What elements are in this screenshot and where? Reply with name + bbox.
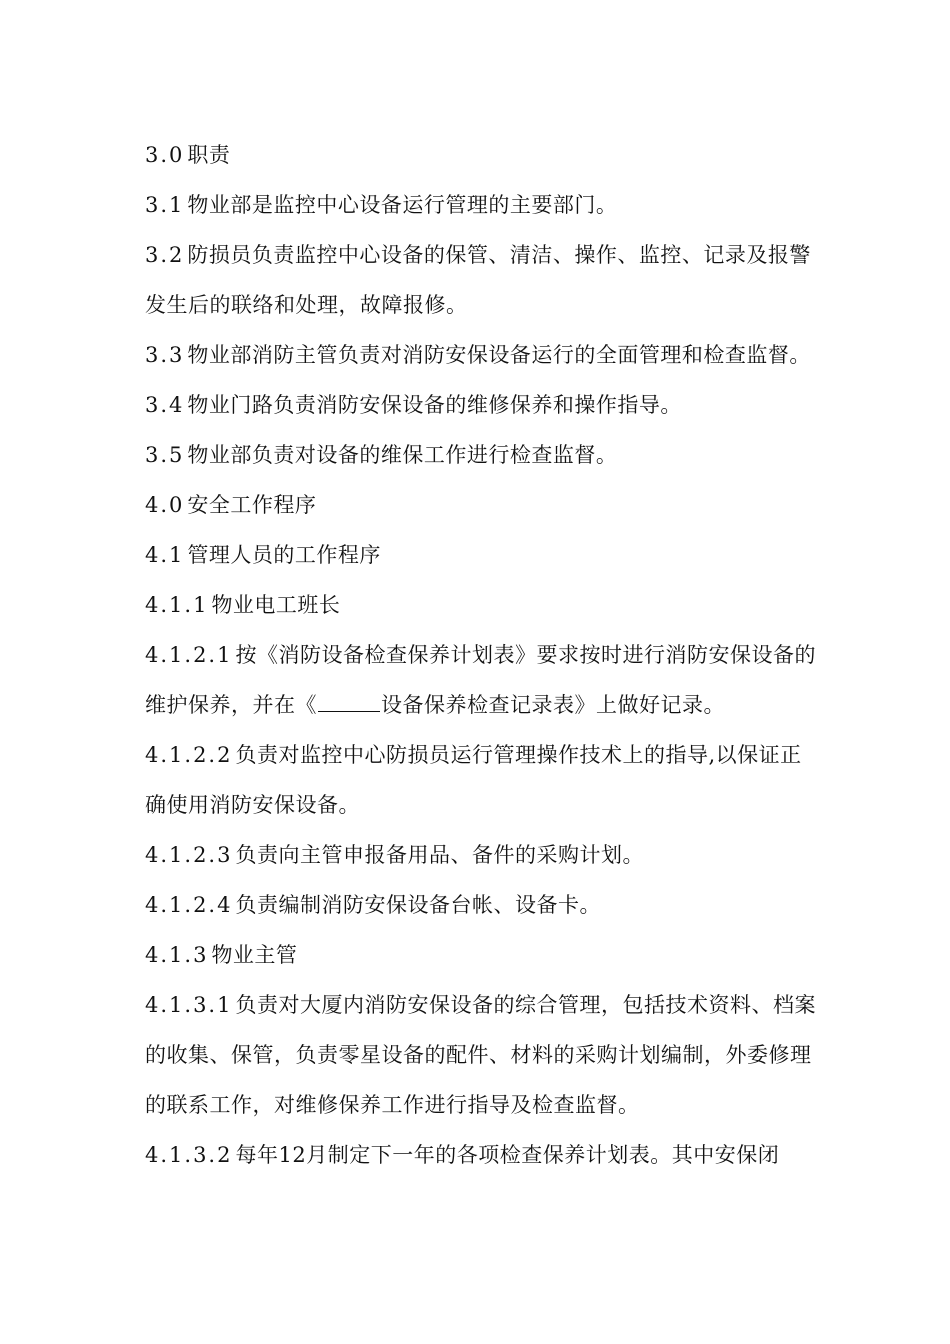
section-number: 4.1.2.2 [145,743,233,767]
section-3-4 [145,380,820,430]
section-3-1 [145,180,820,230]
section-number: 4.1.3.2 [145,1143,233,1167]
section-4-1-2-1 [145,630,820,730]
section-3-3 [145,330,820,380]
section-text: 管理人员的工作程序 [187,543,381,567]
section-4-1-2-3 [145,830,820,880]
section-number: 3.2 [145,243,185,267]
section-text: 职责 [187,143,231,167]
section-3-0 [145,130,820,180]
section-text: 按《消防设备检查保养计划表》要求按时进行消防安保设备的维护保养，并在《 [145,643,816,717]
section-4-1-2-2 [145,730,820,830]
section-4-1 [145,530,820,580]
section-4-1-2-4 [145,880,820,930]
section-text: 物业部是监控中心设备运行管理的主要部门。 [187,193,618,217]
section-text: 负责向主管申报备用品、备件的采购计划。 [235,843,644,867]
section-3-2 [145,230,820,330]
section-4-0 [145,480,820,530]
section-4-1-1 [145,580,820,630]
section-text: 物业部消防主管负责对消防安保设备运行的全面管理和检查监督。 [187,343,811,367]
section-number: 4.1 [145,543,185,567]
section-number: 3.4 [145,393,185,417]
section-text: 负责对监控中心防损员运行管理操作技术上的指导,以保证正确使用消防安保设备。 [145,743,802,817]
section-4-1-3-1 [145,980,820,1130]
section-number: 4.1.2.1 [145,643,233,667]
section-number: 4.1.3 [145,943,209,967]
section-text: 负责编制消防安保设备台帐、设备卡。 [235,893,601,917]
section-number: 4.1.2.4 [145,893,233,917]
section-4-1-3-2 [145,1130,820,1180]
section-number: 3.0 [145,143,185,167]
section-text: 安全工作程序 [187,493,317,517]
section-3-5 [145,430,820,480]
section-number: 3.3 [145,343,185,367]
section-text: 物业主管 [211,943,298,967]
section-number: 4.1.1 [145,593,209,617]
section-text: 物业电工班长 [211,593,341,617]
section-text: 物业部负责对设备的维保工作进行检查监督。 [187,443,618,467]
section-text: 物业门路负责消防安保设备的维修保养和操作指导。 [187,393,682,417]
section-text: 负责对大厦内消防安保设备的综合管理，包括技术资料、档案的收集、保管，负责零星设备的配件、材料的采购计划编制，外委修理的联系工作，对维修保养工作进行指导及检查监督。 [145,993,816,1117]
section-4-1-3 [145,930,820,980]
section-text-continued: 设备保养检查记录表》上做好记录。 [381,693,725,717]
fill-in-blank [318,693,380,712]
section-number: 4.1.2.3 [145,843,233,867]
section-number: 4.1.3.1 [145,993,233,1017]
section-number: 4.0 [145,493,185,517]
section-number: 3.1 [145,193,185,217]
section-number: 3.5 [145,443,185,467]
section-text: 防损员负责监控中心设备的保管、清洁、操作、监控、记录及报警发生后的联络和处理，故障报修。 [145,243,811,317]
section-text: 每年12月制定下一年的各项检查保养计划表。其中安保闭 [235,1143,780,1167]
